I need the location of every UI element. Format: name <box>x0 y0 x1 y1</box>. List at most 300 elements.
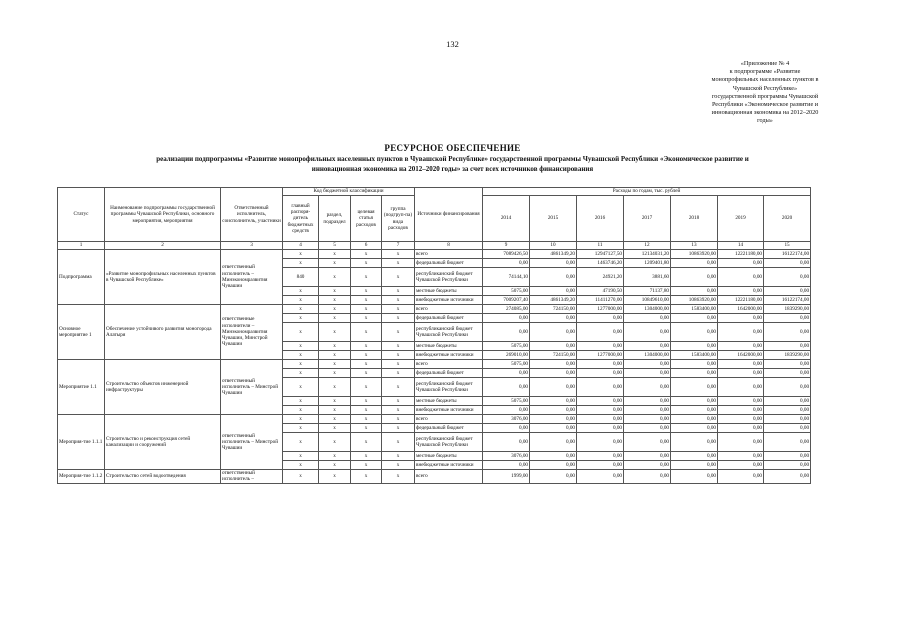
value-cell: 0,00 <box>577 452 624 461</box>
header-source: Источники финансирования <box>415 188 483 242</box>
row-executor: ответственный исполнитель – Минэкономразвития Чувашии <box>221 250 283 305</box>
value-cell: 0,00 <box>530 314 577 323</box>
source-cell: местные бюджеты <box>415 287 483 296</box>
column-index: 8 <box>415 242 483 250</box>
value-cell: 0,00 <box>764 397 811 406</box>
kbk-cell: x <box>351 250 382 259</box>
row-name: Обеспечение устойчивого развития моногорода Алатыря <box>105 305 221 360</box>
source-cell: всего <box>415 360 483 369</box>
value-cell: 16122174,00 <box>764 296 811 305</box>
kbk-cell: x <box>283 452 319 461</box>
value-cell: 5075,00 <box>483 397 530 406</box>
value-cell: 0,00 <box>624 433 671 452</box>
value-cell: 71137,80 <box>624 287 671 296</box>
row-name: Строительство объектов инженерной инфраструктуры <box>105 360 221 415</box>
value-cell: 0,00 <box>577 314 624 323</box>
value-cell: 10863920,00 <box>671 250 718 259</box>
table-row <box>58 305 811 314</box>
source-cell: всего <box>415 470 483 484</box>
value-cell: 0,00 <box>718 424 764 433</box>
value-cell: 274085,00 <box>483 305 530 314</box>
value-cell: 0,00 <box>483 424 530 433</box>
kbk-cell: x <box>351 470 382 484</box>
value-cell: 0,00 <box>483 369 530 378</box>
value-cell: 1583400,00 <box>671 305 718 314</box>
annex-line: монопрофильных населенных пунктов в <box>711 76 819 84</box>
kbk-cell: x <box>283 461 319 470</box>
value-cell: 0,00 <box>577 461 624 470</box>
value-cell: 0,00 <box>483 461 530 470</box>
value-cell: 0,00 <box>718 406 764 415</box>
source-cell: местные бюджеты <box>415 397 483 406</box>
kbk-cell: x <box>319 424 351 433</box>
column-index: 3 <box>221 242 283 250</box>
column-index: 5 <box>319 242 351 250</box>
value-cell: 0,00 <box>764 470 811 484</box>
kbk-cell: x <box>382 305 415 314</box>
value-cell: 0,00 <box>530 259 577 268</box>
value-cell: 0,00 <box>624 415 671 424</box>
value-cell: 0,00 <box>671 470 718 484</box>
source-cell: федеральный бюджет <box>415 424 483 433</box>
value-cell: 0,00 <box>577 378 624 397</box>
kbk-cell: x <box>351 305 382 314</box>
kbk-cell: x <box>319 461 351 470</box>
value-cell: 11411270,00 <box>577 296 624 305</box>
source-cell: республиканский бюджет Чувашской Республики <box>415 268 483 287</box>
kbk-cell: x <box>351 415 382 424</box>
document-subtitle <box>40 155 865 174</box>
kbk-cell: x <box>319 397 351 406</box>
kbk-cell: x <box>351 424 382 433</box>
value-cell: 0,00 <box>764 268 811 287</box>
value-cell: 0,00 <box>577 433 624 452</box>
kbk-cell: x <box>319 378 351 397</box>
value-cell: 5075,00 <box>483 342 530 351</box>
value-cell: 0,00 <box>718 287 764 296</box>
kbk-cell: x <box>283 259 319 268</box>
annex-line: к подпрограмме «Развитие <box>729 68 801 76</box>
column-index: 12 <box>624 242 671 250</box>
source-cell: всего <box>415 250 483 259</box>
value-cell: 0,00 <box>624 424 671 433</box>
value-cell: 0,00 <box>764 378 811 397</box>
kbk-cell: x <box>351 259 382 268</box>
source-cell: внебюджетные источники <box>415 461 483 470</box>
value-cell: 7009207,40 <box>483 296 530 305</box>
kbk-cell: x <box>319 351 351 360</box>
value-cell: 0,00 <box>764 415 811 424</box>
value-cell: 0,00 <box>530 268 577 287</box>
kbk-cell: x <box>351 369 382 378</box>
kbk-cell: x <box>351 351 382 360</box>
row-executor: ответственный исполнитель – Минстрой Чувашии <box>221 360 283 415</box>
row-status: Мероприя-тие 1.1.2 <box>58 470 105 484</box>
kbk-cell: x <box>283 342 319 351</box>
header-expenses: Расходы по годам, тыс. рублей <box>483 188 811 196</box>
value-cell: 0,00 <box>671 406 718 415</box>
header-kbk-col: раздел, подраздел <box>319 196 351 242</box>
value-cell: 0,00 <box>624 461 671 470</box>
kbk-cell: x <box>351 461 382 470</box>
column-index: 4 <box>283 242 319 250</box>
header-year: 2017 <box>624 196 671 242</box>
kbk-cell: x <box>351 397 382 406</box>
source-cell: внебюджетные источники <box>415 351 483 360</box>
kbk-cell: x <box>283 397 319 406</box>
kbk-cell: x <box>283 433 319 452</box>
kbk-cell: x <box>382 470 415 484</box>
value-cell: 0,00 <box>671 433 718 452</box>
value-cell: 0,00 <box>577 342 624 351</box>
value-cell: 0,00 <box>671 378 718 397</box>
subtitle-line: инновационная экономика на 2012–2020 годы» за счет всех источников финансирования <box>311 164 594 173</box>
kbk-cell: x <box>319 296 351 305</box>
value-cell: 5075,00 <box>483 360 530 369</box>
value-cell: 0,00 <box>718 452 764 461</box>
value-cell: 1839290,00 <box>764 351 811 360</box>
kbk-cell: x <box>283 360 319 369</box>
kbk-cell: x <box>382 461 415 470</box>
kbk-cell: x <box>283 470 319 484</box>
value-cell: 0,00 <box>671 369 718 378</box>
row-name: Строительство сетей водоотведения <box>105 470 221 484</box>
value-cell: 0,00 <box>624 314 671 323</box>
annex-header <box>690 60 840 126</box>
column-index: 2 <box>105 242 221 250</box>
title-block <box>40 143 865 174</box>
value-cell: 7089426,50 <box>483 250 530 259</box>
value-cell: 0,00 <box>483 378 530 397</box>
value-cell: 0,00 <box>530 406 577 415</box>
value-cell: 0,00 <box>530 452 577 461</box>
header-year: 2019 <box>718 196 764 242</box>
column-index: 1 <box>58 242 105 250</box>
value-cell: 5075,00 <box>483 287 530 296</box>
value-cell: 0,00 <box>764 259 811 268</box>
value-cell: 0,00 <box>530 461 577 470</box>
kbk-cell: x <box>351 287 382 296</box>
value-cell: 0,00 <box>530 433 577 452</box>
value-cell: 0,00 <box>483 433 530 452</box>
header-kbk-col: целевая статья расходов <box>351 196 382 242</box>
kbk-cell: x <box>283 296 319 305</box>
header-executor: Ответственный исполнитель, соисполнитель, участники <box>221 188 283 242</box>
row-executor: ответственный исполнитель – Минстрой Чувашии <box>221 415 283 470</box>
value-cell: 0,00 <box>718 433 764 452</box>
kbk-cell: x <box>382 369 415 378</box>
value-cell: 0,00 <box>577 406 624 415</box>
kbk-cell: x <box>319 259 351 268</box>
value-cell: 0,00 <box>718 415 764 424</box>
value-cell: 724150,00 <box>530 305 577 314</box>
value-cell: 0,00 <box>764 406 811 415</box>
source-cell: всего <box>415 305 483 314</box>
value-cell: 0,00 <box>483 259 530 268</box>
kbk-cell: x <box>351 378 382 397</box>
value-cell: 1209401,80 <box>624 259 671 268</box>
value-cell: 74144,10 <box>483 268 530 287</box>
value-cell: 0,00 <box>718 342 764 351</box>
value-cell: 0,00 <box>671 360 718 369</box>
value-cell: 0,00 <box>764 424 811 433</box>
header-year: 2015 <box>530 196 577 242</box>
kbk-cell: x <box>319 406 351 415</box>
kbk-cell: x <box>283 287 319 296</box>
value-cell: 0,00 <box>764 461 811 470</box>
kbk-cell: x <box>382 378 415 397</box>
table-row <box>58 250 811 259</box>
kbk-cell: x <box>283 415 319 424</box>
kbk-cell: x <box>382 406 415 415</box>
value-cell: 0,00 <box>624 397 671 406</box>
document-title: РЕСУРСНОЕ ОБЕСПЕЧЕНИЕ <box>384 143 521 153</box>
column-index: 9 <box>483 242 530 250</box>
kbk-cell: x <box>283 424 319 433</box>
source-cell: федеральный бюджет <box>415 259 483 268</box>
value-cell: 0,00 <box>671 268 718 287</box>
value-cell: 0,00 <box>577 397 624 406</box>
source-cell: внебюджетные источники <box>415 406 483 415</box>
kbk-cell: x <box>382 287 415 296</box>
source-cell: местные бюджеты <box>415 452 483 461</box>
kbk-cell: x <box>382 433 415 452</box>
value-cell: 0,00 <box>577 369 624 378</box>
value-cell: 0,00 <box>764 360 811 369</box>
value-cell: 269010,00 <box>483 351 530 360</box>
value-cell: 0,00 <box>624 342 671 351</box>
kbk-cell: x <box>382 268 415 287</box>
kbk-cell: x <box>382 424 415 433</box>
value-cell: 0,00 <box>671 452 718 461</box>
kbk-cell: x <box>382 296 415 305</box>
kbk-cell: x <box>319 314 351 323</box>
value-cell: 0,00 <box>530 342 577 351</box>
kbk-cell: x <box>351 342 382 351</box>
value-cell: 0,00 <box>577 323 624 342</box>
value-cell: 12134031,20 <box>624 250 671 259</box>
kbk-cell: 840 <box>283 268 319 287</box>
value-cell: 1642000,00 <box>718 305 764 314</box>
value-cell: 1999,00 <box>483 470 530 484</box>
header-kbk: Код бюджетной классификации <box>283 188 415 196</box>
value-cell: 0,00 <box>624 406 671 415</box>
value-cell: 0,00 <box>671 342 718 351</box>
kbk-cell: x <box>351 452 382 461</box>
value-cell: 0,00 <box>671 323 718 342</box>
value-cell: 16122174,00 <box>764 250 811 259</box>
header-year: 2016 <box>577 196 624 242</box>
annex-line: годы» <box>757 117 773 125</box>
kbk-cell: x <box>283 323 319 342</box>
kbk-cell: x <box>382 250 415 259</box>
column-index: 11 <box>577 242 624 250</box>
kbk-cell: x <box>382 323 415 342</box>
value-cell: 0,00 <box>718 314 764 323</box>
kbk-cell: x <box>319 250 351 259</box>
value-cell: 3881,60 <box>624 268 671 287</box>
value-cell: 0,00 <box>483 406 530 415</box>
value-cell: 4861349,20 <box>530 250 577 259</box>
kbk-cell: x <box>283 369 319 378</box>
kbk-cell: x <box>351 296 382 305</box>
source-cell: республиканский бюджет Чувашской Республики <box>415 378 483 397</box>
value-cell: 0,00 <box>718 397 764 406</box>
value-cell: 0,00 <box>624 369 671 378</box>
kbk-cell: x <box>283 406 319 415</box>
row-status: Мероприя-тие 1.1.1 <box>58 415 105 470</box>
kbk-cell: x <box>319 433 351 452</box>
value-cell: 0,00 <box>530 287 577 296</box>
annex-line: инновационная экономика на 2012–2020 <box>711 109 819 117</box>
kbk-cell: x <box>319 360 351 369</box>
value-cell: 0,00 <box>718 369 764 378</box>
value-cell: 0,00 <box>483 323 530 342</box>
value-cell: 10863920,00 <box>671 296 718 305</box>
kbk-cell: x <box>283 250 319 259</box>
value-cell: 1277000,00 <box>577 351 624 360</box>
value-cell: 0,00 <box>764 314 811 323</box>
column-index: 15 <box>764 242 811 250</box>
value-cell: 0,00 <box>530 470 577 484</box>
value-cell: 1839290,00 <box>764 305 811 314</box>
kbk-cell: x <box>319 305 351 314</box>
row-status: Основное мероприятие 1 <box>58 305 105 360</box>
value-cell: 1304000,00 <box>624 351 671 360</box>
value-cell: 0,00 <box>530 378 577 397</box>
kbk-cell: x <box>382 415 415 424</box>
value-cell: 0,00 <box>577 424 624 433</box>
value-cell: 1277000,00 <box>577 305 624 314</box>
row-executor: ответственные исполнители – Минэкономразвития Чувашии, Минстрой Чувашии <box>221 305 283 360</box>
source-cell: республиканский бюджет Чувашской Республики <box>415 433 483 452</box>
value-cell: 0,00 <box>624 452 671 461</box>
value-cell: 0,00 <box>718 360 764 369</box>
annex-line: Республики «Экономическое развитие и <box>711 101 819 109</box>
value-cell: 0,00 <box>671 461 718 470</box>
header-year: 2014 <box>483 196 530 242</box>
value-cell: 10849610,00 <box>624 296 671 305</box>
value-cell: 3076,00 <box>483 452 530 461</box>
kbk-cell: x <box>351 360 382 369</box>
header-year: 2018 <box>671 196 718 242</box>
table-row <box>58 470 811 484</box>
value-cell: 0,00 <box>577 470 624 484</box>
value-cell: 0,00 <box>764 452 811 461</box>
value-cell: 0,00 <box>764 287 811 296</box>
kbk-cell: x <box>351 433 382 452</box>
row-name: Строительство и реконструкция сетей канализации и сооружений <box>105 415 221 470</box>
kbk-cell: x <box>382 360 415 369</box>
value-cell: 0,00 <box>718 378 764 397</box>
value-cell: 0,00 <box>764 323 811 342</box>
table-row <box>58 360 811 369</box>
column-index: 6 <box>351 242 382 250</box>
value-cell: 0,00 <box>624 360 671 369</box>
source-cell: республиканский бюджет Чувашской Республики <box>415 323 483 342</box>
kbk-cell: x <box>351 314 382 323</box>
value-cell: 0,00 <box>671 259 718 268</box>
row-status: Подпрограмма <box>58 250 105 305</box>
kbk-cell: x <box>382 342 415 351</box>
annex-line: государственной программы Чувашской <box>711 92 819 100</box>
kbk-cell: x <box>319 342 351 351</box>
source-cell: внебюджетные источники <box>415 296 483 305</box>
kbk-cell: x <box>382 452 415 461</box>
value-cell: 24921,20 <box>577 268 624 287</box>
value-cell: 0,00 <box>624 323 671 342</box>
value-cell: 724150,00 <box>530 351 577 360</box>
resource-table <box>57 187 811 484</box>
value-cell: 0,00 <box>671 415 718 424</box>
value-cell: 4861349,20 <box>530 296 577 305</box>
kbk-cell: x <box>382 351 415 360</box>
kbk-cell: x <box>283 378 319 397</box>
kbk-cell: x <box>319 470 351 484</box>
kbk-cell: x <box>319 323 351 342</box>
header-kbk-col: главный распоря-дитель бюджетных средств <box>283 196 319 242</box>
source-cell: федеральный бюджет <box>415 314 483 323</box>
kbk-cell: x <box>351 268 382 287</box>
value-cell: 0,00 <box>577 415 624 424</box>
value-cell: 12221180,00 <box>718 250 764 259</box>
column-index: 14 <box>718 242 764 250</box>
annex-line: «Приложение № 4 <box>740 60 790 67</box>
kbk-cell: x <box>283 305 319 314</box>
value-cell: 0,00 <box>764 433 811 452</box>
value-cell: 1583400,00 <box>671 351 718 360</box>
kbk-cell: x <box>351 406 382 415</box>
value-cell: 0,00 <box>530 424 577 433</box>
value-cell: 0,00 <box>718 470 764 484</box>
annex-line: Чувашской Республике» <box>732 84 798 92</box>
kbk-cell: x <box>319 452 351 461</box>
value-cell: 0,00 <box>671 397 718 406</box>
kbk-cell: x <box>382 397 415 406</box>
value-cell: 0,00 <box>718 259 764 268</box>
value-cell: 0,00 <box>718 323 764 342</box>
value-cell: 12221180,00 <box>718 296 764 305</box>
value-cell: 0,00 <box>577 360 624 369</box>
value-cell: 0,00 <box>530 397 577 406</box>
value-cell: 1304000,00 <box>624 305 671 314</box>
kbk-cell: x <box>382 259 415 268</box>
value-cell: 0,00 <box>764 369 811 378</box>
source-cell: местные бюджеты <box>415 342 483 351</box>
subtitle-line: реализации подпрограммы «Развитие монопрофильных населенных пунктов в Чувашской Республике» государственной программы Чувашской Республики «Экономическое развитие и <box>156 155 749 163</box>
column-index: 13 <box>671 242 718 250</box>
header-status: Статус <box>58 188 105 242</box>
kbk-cell: x <box>382 314 415 323</box>
table-row <box>58 415 811 424</box>
kbk-cell: x <box>319 287 351 296</box>
column-index: 7 <box>382 242 415 250</box>
row-name: «Развитие монопрофильных населенных пунктов в Чувашской Республике» <box>105 250 221 305</box>
header-name: Наименование подпрограммы государственной программы Чувашской Республики, основного мероприятия, мероприятия <box>105 188 221 242</box>
value-cell: 0,00 <box>671 287 718 296</box>
row-status: Мероприятие 1.1 <box>58 360 105 415</box>
value-cell: 1463746,20 <box>577 259 624 268</box>
value-cell: 0,00 <box>624 470 671 484</box>
kbk-cell: x <box>319 369 351 378</box>
source-cell: всего <box>415 415 483 424</box>
header-kbk-col: группа (подгруп-па) вида расходов <box>382 196 415 242</box>
kbk-cell: x <box>319 268 351 287</box>
value-cell: 0,00 <box>530 323 577 342</box>
value-cell: 0,00 <box>530 415 577 424</box>
value-cell: 0,00 <box>624 378 671 397</box>
value-cell: 0,00 <box>671 424 718 433</box>
